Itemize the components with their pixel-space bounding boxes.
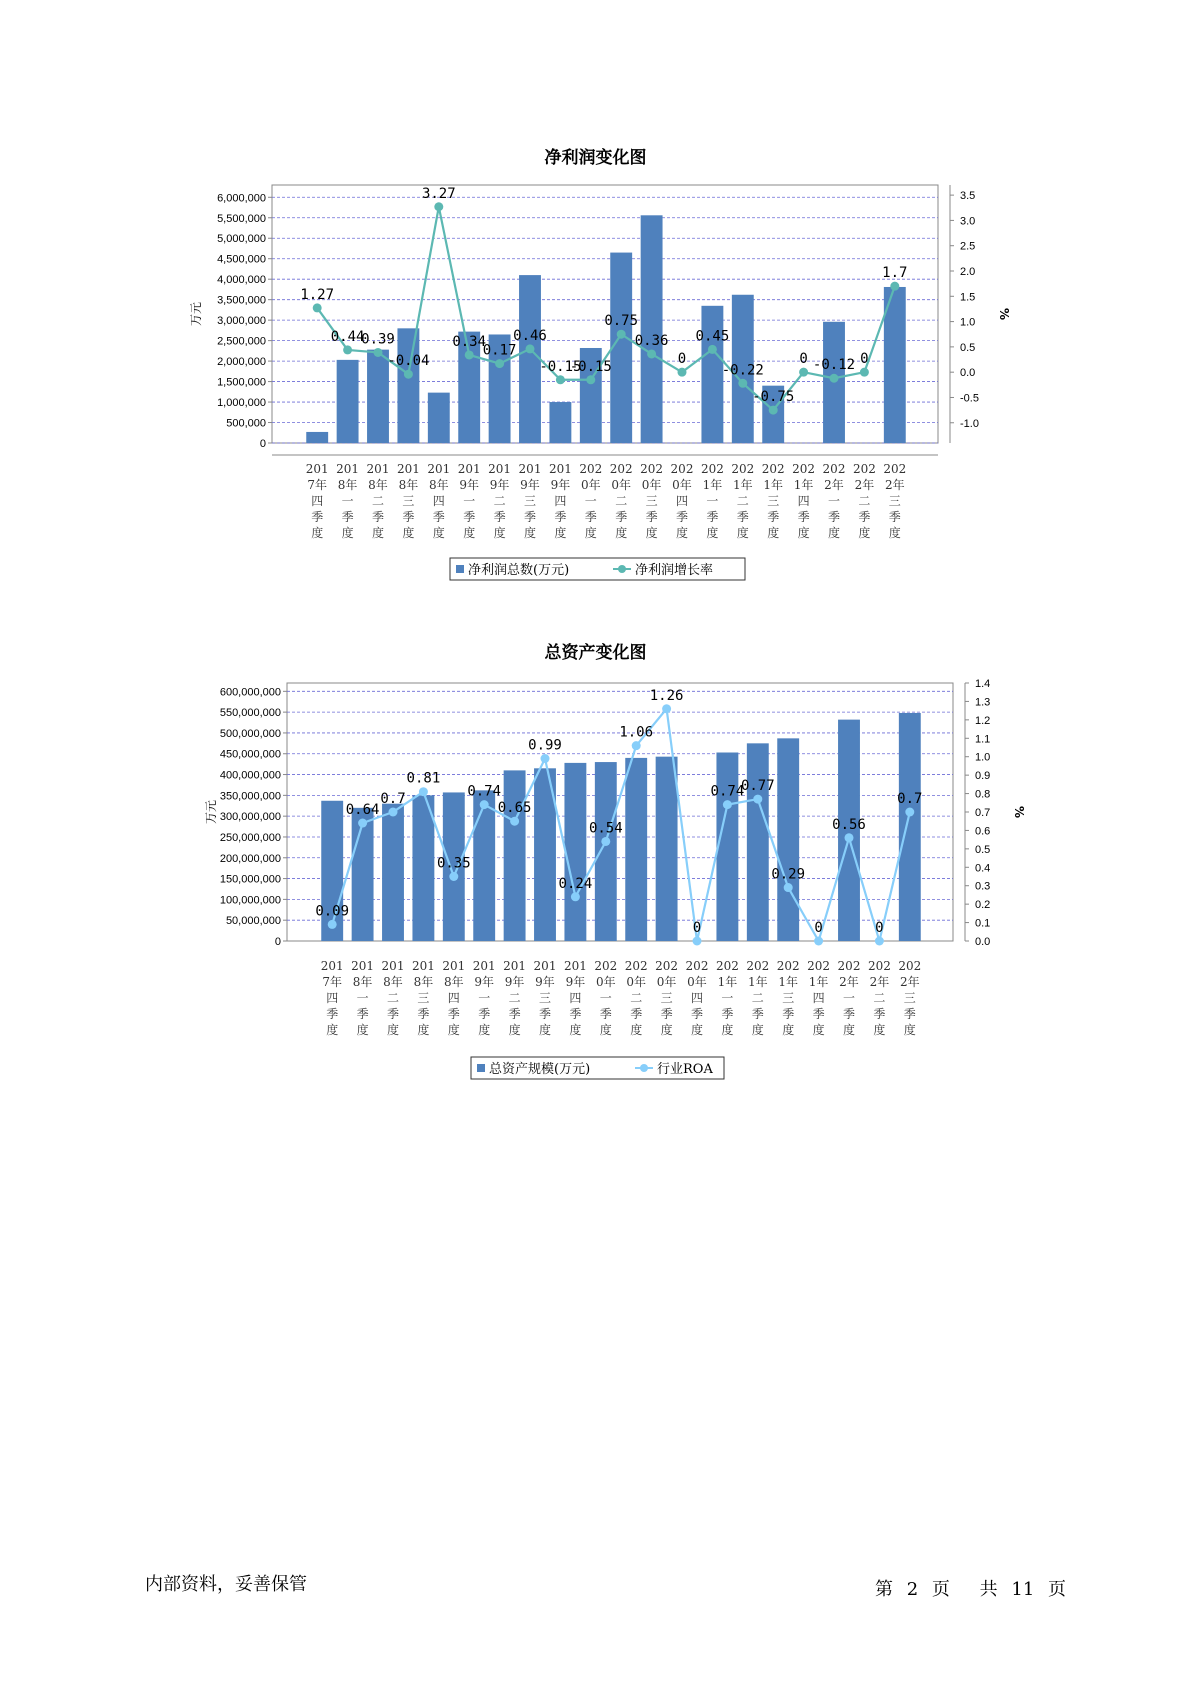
y2-tick-label: 0.3 <box>975 880 991 893</box>
data-label: 1.26 <box>649 687 684 704</box>
x-tick-label: 201 8年四季度 <box>442 959 466 1037</box>
y-tick-label: 3,000,000 <box>217 315 266 328</box>
x-tick-label: 202 2年三季度 <box>883 462 907 540</box>
y2-tick-label: 3.5 <box>960 190 976 203</box>
line-point <box>480 800 489 809</box>
data-label: -0.22 <box>721 362 764 379</box>
x-tick-label: 202 2年三季度 <box>898 959 922 1037</box>
x-tick-label: 202 0年三季度 <box>655 959 679 1037</box>
line-point <box>875 937 884 946</box>
page-number <box>875 1575 1066 1601</box>
data-label: 0 <box>692 920 702 936</box>
line-point <box>449 872 458 881</box>
x-tick-label: 202 0年三季度 <box>640 462 664 540</box>
y2-tick-label: 1.2 <box>975 714 991 727</box>
y2-tick-label: 0.6 <box>975 825 991 838</box>
x-tick-label: 201 9年三季度 <box>518 462 542 540</box>
x-tick-label: 202 0年二季度 <box>624 959 648 1037</box>
data-label: 0.74 <box>710 783 745 800</box>
x-tick-label: 202 1年二季度 <box>731 462 755 540</box>
x-tick-label: 202 1年四季度 <box>792 462 816 540</box>
bar <box>564 763 586 941</box>
data-label: 0 <box>875 920 884 936</box>
x-tick-label: 201 9年一季度 <box>472 959 496 1037</box>
bar <box>473 790 495 941</box>
line-point <box>358 819 367 828</box>
y-tick-label: 4,000,000 <box>217 274 266 287</box>
chart-title: 总资产变化图 <box>544 643 647 663</box>
legend-bar-label: 净利润总数(万元) <box>468 563 570 578</box>
line-point <box>632 741 641 750</box>
y-tick-label: 0 <box>259 438 266 450</box>
page-unit: 页 <box>931 1579 950 1600</box>
y2-tick-label: 1.3 <box>975 696 991 709</box>
x-tick-label: 201 9年四季度 <box>563 959 587 1037</box>
data-label: 1.7 <box>882 265 908 282</box>
y-tick-label: 550,000,000 <box>219 707 281 720</box>
total-prefix: 共 <box>979 1579 998 1600</box>
y2-tick-label: 0.8 <box>975 788 991 801</box>
x-tick-label: 201 9年二季度 <box>488 462 512 540</box>
data-label: 0.7 <box>897 791 923 807</box>
total-unit: 页 <box>1048 1579 1067 1600</box>
data-label: 0.65 <box>497 800 532 817</box>
y-tick-label: 250,000,000 <box>219 831 281 844</box>
y-tick-label: 300,000,000 <box>219 811 281 824</box>
y-tick-label: 4,500,000 <box>217 253 266 266</box>
data-label: 0 <box>860 351 869 368</box>
y-tick-label: 450,000,000 <box>219 748 281 761</box>
y2-tick-label: 0.7 <box>975 807 991 819</box>
y-tick-label: 150,000,000 <box>219 873 281 886</box>
data-label: -0.04 <box>387 353 430 370</box>
line-point <box>541 754 550 763</box>
line-point <box>845 833 854 842</box>
data-label: 0.56 <box>832 816 866 833</box>
data-label: 0 <box>799 351 808 368</box>
x-tick-label: 201 9年三季度 <box>533 959 557 1037</box>
y-axis-title: 万元 <box>189 301 203 327</box>
x-tick-label: 202 2年二季度 <box>867 959 891 1037</box>
y2-tick-label: -0.5 <box>960 392 979 405</box>
bar <box>352 808 374 941</box>
data-label: 0 <box>814 920 823 936</box>
legend-bar-label: 总资产规模(万元) <box>489 1062 591 1077</box>
data-label: 0.99 <box>528 737 562 754</box>
bar <box>747 743 769 941</box>
x-tick-label: 201 8年一季度 <box>336 462 360 540</box>
y2-tick-label: -1.0 <box>960 417 979 430</box>
data-label: -0.15 <box>539 358 582 375</box>
data-label: 0.54 <box>588 820 623 837</box>
y2-tick-label: 3.0 <box>960 215 976 228</box>
x-tick-label: 201 7年四季度 <box>305 462 329 540</box>
y-tick-label: 600,000,000 <box>219 686 281 699</box>
x-tick-label: 202 0年一季度 <box>594 959 618 1037</box>
total-num: 11 <box>1011 1579 1035 1600</box>
data-label: 0.09 <box>315 903 350 920</box>
data-label: 0.35 <box>436 855 471 872</box>
x-tick-label: 201 8年一季度 <box>351 959 375 1037</box>
data-label: 0.39 <box>361 331 395 348</box>
y2-tick-label: 1.0 <box>960 316 976 329</box>
x-tick-label: 202 1年三季度 <box>776 959 800 1037</box>
y2-tick-label: 0.1 <box>975 917 991 930</box>
y-tick-label: 500,000,000 <box>219 727 281 740</box>
x-tick-label: 201 8年四季度 <box>427 462 451 540</box>
data-label: 0.74 <box>467 783 502 800</box>
y2-tick-label: 0.5 <box>975 843 991 856</box>
x-tick-label: 202 2年二季度 <box>852 462 876 540</box>
data-label: 0.17 <box>482 342 517 359</box>
y2-tick-label: 2.0 <box>960 266 976 278</box>
y2-tick-label: 2.5 <box>960 240 976 253</box>
legend-line-marker <box>640 1064 648 1072</box>
legend-line-label: 行业ROA <box>657 1062 713 1077</box>
bar <box>595 762 617 941</box>
data-label: 0.36 <box>634 332 669 349</box>
chart-title: 净利润变化图 <box>544 148 647 168</box>
data-label: 0.24 <box>558 875 593 892</box>
x-tick-label: 202 2年一季度 <box>822 462 846 540</box>
data-label: 0 <box>677 351 687 368</box>
line-point <box>723 800 732 809</box>
bar <box>777 738 799 941</box>
line-point <box>601 837 610 846</box>
data-label: 0.44 <box>330 328 365 345</box>
legend-line-label: 净利润增长率 <box>635 563 714 578</box>
data-label: 0.77 <box>740 778 775 795</box>
line-point <box>510 817 519 826</box>
y2-tick-label: 0.2 <box>975 899 991 912</box>
y-tick-label: 50,000,000 <box>225 915 281 928</box>
data-label: 0.75 <box>604 313 639 330</box>
y2-axis-title: % <box>1012 805 1026 819</box>
line-point <box>571 892 580 901</box>
y-tick-label: 350,000,000 <box>219 790 281 803</box>
y-tick-label: 100,000,000 <box>219 894 281 907</box>
y2-tick-label: 0.0 <box>975 936 991 948</box>
y-tick-label: 400,000,000 <box>219 769 281 782</box>
y-tick-label: 1,000,000 <box>217 397 266 410</box>
y-axis-title: 万元 <box>204 799 218 825</box>
x-tick-label: 201 9年二季度 <box>503 959 527 1037</box>
data-label: -0.75 <box>752 389 795 406</box>
x-tick-label: 202 0年四季度 <box>685 959 709 1037</box>
bar <box>899 713 921 941</box>
page-num: 2 <box>906 1579 919 1600</box>
y-tick-label: 5,500,000 <box>217 212 266 225</box>
y2-tick-label: 0.4 <box>975 862 991 875</box>
line-point <box>784 883 793 892</box>
y2-tick-label: 0.5 <box>960 341 976 354</box>
bar <box>412 795 434 941</box>
bar <box>504 770 526 941</box>
y-tick-label: 6,000,000 <box>217 192 266 205</box>
x-tick-label: 202 1年四季度 <box>807 959 831 1037</box>
x-tick-label: 202 2年一季度 <box>837 959 861 1037</box>
x-tick-label: 201 9年四季度 <box>548 462 572 540</box>
data-label: 3.27 <box>421 185 456 202</box>
page-prefix: 第 <box>875 1579 893 1600</box>
y2-axis-title: % <box>997 307 1011 321</box>
data-label: 0.45 <box>695 328 730 345</box>
line-point <box>814 937 823 946</box>
y2-tick-label: 1.4 <box>975 678 991 690</box>
x-tick-label: 202 1年一季度 <box>715 959 739 1037</box>
data-label: 0.34 <box>452 333 487 350</box>
y-tick-label: 2,000,000 <box>217 356 266 369</box>
y-tick-label: 1,500,000 <box>217 376 266 389</box>
x-tick-label: 201 7年四季度 <box>320 959 344 1037</box>
x-tick-label: 202 0年二季度 <box>609 462 633 540</box>
y2-tick-label: 0.0 <box>960 367 976 380</box>
data-label: 0.7 <box>380 791 406 807</box>
y2-tick-label: 1.1 <box>975 733 991 746</box>
line-point <box>389 808 398 817</box>
legend-bar-swatch <box>477 1064 485 1072</box>
x-tick-label: 202 1年二季度 <box>746 959 770 1037</box>
y2-tick-label: 1.5 <box>960 291 976 304</box>
bar <box>382 804 404 941</box>
y2-tick-label: 0.9 <box>975 770 991 783</box>
y-tick-label: 500,000 <box>226 417 266 430</box>
line-point <box>905 808 914 817</box>
y-tick-label: 2,500,000 <box>217 335 266 348</box>
line-point <box>753 795 762 804</box>
data-label: -0.15 <box>569 358 612 375</box>
y2-tick-label: 1.0 <box>975 751 991 764</box>
y-tick-label: 5,000,000 <box>217 233 266 246</box>
data-label: -0.12 <box>812 357 856 374</box>
bar <box>625 758 647 941</box>
y-tick-label: 0 <box>274 936 281 948</box>
y-tick-label: 200,000,000 <box>219 852 281 865</box>
x-tick-label: 201 8年二季度 <box>381 959 405 1037</box>
x-tick-label: 201 8年三季度 <box>411 959 435 1037</box>
x-tick-label: 202 1年三季度 <box>761 462 785 540</box>
line-point <box>662 704 671 713</box>
line-point <box>693 937 702 946</box>
data-label: 1.27 <box>300 286 335 303</box>
y-tick-label: 3,500,000 <box>217 294 266 307</box>
x-tick-label: 202 1年一季度 <box>700 462 724 540</box>
data-label: 0.29 <box>771 866 806 883</box>
line-point <box>419 787 428 796</box>
x-tick-label: 202 0年四季度 <box>670 462 694 540</box>
bar <box>656 757 678 941</box>
data-label: 0.46 <box>513 327 547 344</box>
confidential-notice: 内部资料，妥善保管 <box>145 1574 307 1595</box>
line-point <box>328 920 337 929</box>
data-label: 1.06 <box>619 724 654 741</box>
legend <box>471 1057 724 1079</box>
data-label: 0.81 <box>406 770 441 787</box>
x-tick-label: 201 9年一季度 <box>457 462 481 540</box>
x-tick-label: 201 8年三季度 <box>396 462 420 540</box>
x-tick-label: 201 8年二季度 <box>366 462 390 540</box>
bar <box>716 752 738 941</box>
x-tick-label: 202 0年一季度 <box>579 462 603 540</box>
data-label: 0.64 <box>345 802 380 819</box>
